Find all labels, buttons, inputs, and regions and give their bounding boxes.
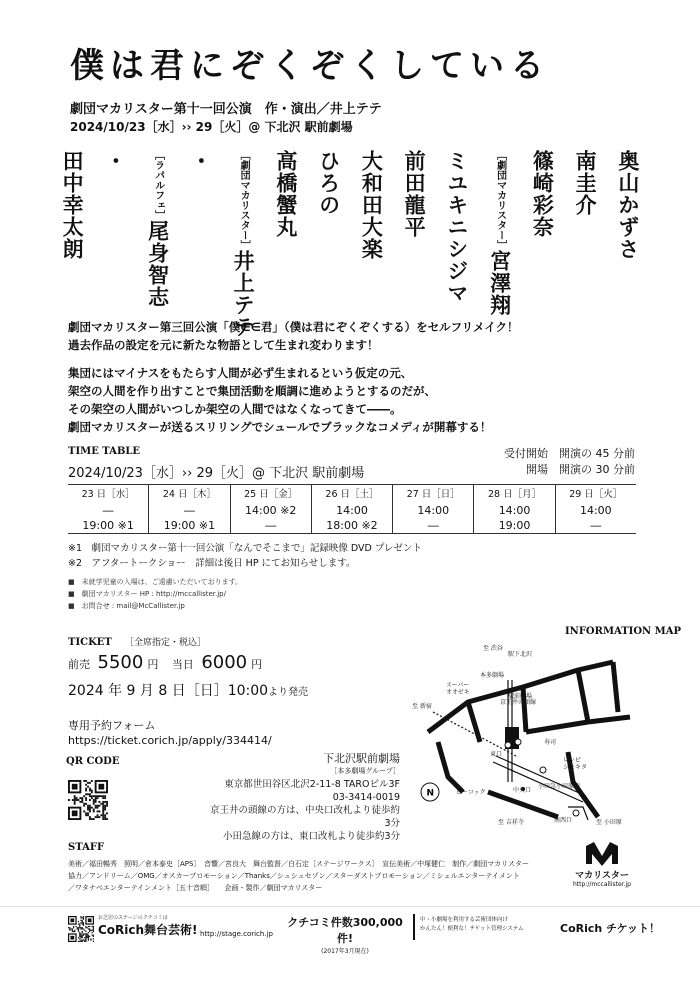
corich-banner[interactable] [98,914,206,938]
show-time: 19:00 [498,519,531,532]
day-label: 23 日［水］ [81,489,135,500]
schedule-table [68,484,636,534]
cast-member [231,150,256,338]
map-text: シモキタ [563,764,587,771]
logo-mark-icon [582,840,622,866]
cast-name: 尾身智志 [145,220,170,308]
ticket-label: TICKET [68,637,112,648]
show-time: 14:00 [579,504,612,517]
show-time: 19:00 ※1 [163,519,216,532]
map-text: オオゼキ [446,689,470,696]
corich-ticket-logo[interactable]: CoRich チケット！ [560,922,661,935]
cast-member [573,150,597,310]
sale-suffix: より発売 [268,687,309,698]
map-text: レシピ [563,757,581,764]
schedule-day [555,485,636,533]
cast-name: ミユキニシジマ [444,150,469,304]
advance-label: 前売 [68,658,90,671]
yen-label: 円 [147,658,159,671]
cast-name: ・ [102,150,127,172]
cast-name: 大和田大楽 [359,150,384,260]
advance-price: 5500 [97,652,144,673]
show-time: 14:00 [417,504,450,517]
north-label: N [426,788,435,799]
map-text: ピーコック [456,789,486,796]
note-2: ※2 アフタートークショー 詳細は後日 HP にてお知らせします。 [68,558,356,569]
cast-name: 奥山かずさ [615,150,640,260]
show-time: 14:00 ※2 [244,504,297,517]
compass-icon [421,783,439,801]
cast-member [616,150,640,310]
ticket-system-desc [420,916,523,934]
schedule-day [311,485,392,533]
cast-member [359,150,383,310]
cast-member [445,150,469,310]
cast-member [530,150,554,310]
note-item: ■ 未就学児童の入場は、ご遠慮いただいております。 [68,578,243,586]
reception-line: 受付開始 開演の 45 分前 [504,447,635,460]
access-map [408,642,638,828]
qr-code-icon[interactable] [68,780,108,820]
venue-tel: 03-3414-0019 [332,792,400,803]
sale-date-text: 2024 年 9 月 8 日［日］10:00 [68,683,269,699]
staff-line: ／ワタナベエンターテインメント［五十音順］ 企画・製作／劇団マカリスター [68,884,323,892]
day-label: 26 日［土］ [325,489,379,500]
day-label: 24 日［木］ [162,489,216,500]
show-time: ― [590,519,602,532]
map-text: 至 吉祥寺 [498,819,524,826]
day-label: 27 日［日］ [406,489,460,500]
map-text: 東口 [490,751,503,758]
schedule-day [68,485,148,533]
show-time: 14:00 [498,504,531,517]
cast-member [60,150,84,310]
day-label: 28 日［月］ [487,489,542,500]
cast-member [317,150,341,310]
count-note: (2017年3月現在) [321,948,369,955]
show-time: ― [427,519,439,532]
day-label: 29 日［火］ [569,489,623,500]
ticket-header [68,630,206,649]
cast-affiliation: ［ラパルフェ］ [152,150,164,220]
logo-url[interactable]: http://mccallister.jp [573,881,631,888]
map-text: 駅下北沢 [508,651,533,658]
schedule-day [148,485,229,533]
intro-line: その架空の人間がいつしか架空の人間ではなくなってきて――。 [68,402,402,416]
cast-member [188,150,212,310]
cast-member [274,150,298,310]
intro-line: 架空の人間を作り出すことで集団活動を順調に進めようとするのだが、 [68,384,436,398]
day-label: 25 日［金］ [244,489,298,500]
show-time: ― [102,504,114,517]
door-label: 当日 [171,658,194,671]
schedule-notes [68,541,422,571]
ticket-prices [68,652,262,673]
venue-access: 小田急線の方は、東口改札より徒歩約3分 [222,831,400,842]
note-1: ※1 劇団マカリスター第十一回公演「なんでそこまで」記録映像 DVD プレゼント [68,543,422,554]
staff-line: 美術／福田暢秀 照明／倉本泰史［APS］ 音響／宮良大 舞台監督／白石定［ステージワークス］ 宣伝美術／中塚健仁 制作／劇団マカリスター [68,860,529,868]
corich-tagline: お芝居のステージのクチコミは [98,915,168,921]
note-item: ■ 劇団マカリスター HP : http://mccallister.jp/ [68,590,226,598]
dates-line: 2024/10/23［水］›› 29［火］@ 下北沢 駅前劇場 [70,120,353,134]
map-text: 至 小田原 [596,819,622,826]
timetable-date-range: 2024/10/23［水］›› 29［火］@ 下北沢 駅前劇場 [68,466,365,481]
cast-name: 宮澤翔 [487,250,512,316]
timetable-label: TIME TABLE [68,446,141,457]
cast-name: 前田龍平 [402,150,427,238]
staff-credits [68,858,568,894]
cast-name: 井上テテ [231,250,256,338]
map-text: 本多劇場 [480,672,505,679]
logo-text: マカリスター [575,871,629,881]
page-title: 僕は君にぞくぞくしている [70,46,550,86]
review-count [285,914,405,955]
map-text: 寿司 [544,739,557,746]
venue-access: 京王井の頭線の方は、中央口改札より徒歩約3分 [210,805,401,829]
cast-name: ひろの [316,150,341,216]
map-label: INFORMATION MAP [565,626,682,637]
intro-line: 集団にはマイナスをもたらす人間が必ず生まれるという仮定の元、 [68,366,413,380]
cast-affiliation: ［劇団マカリスター］ [494,150,506,250]
map-text: 至 渋谷 [483,645,503,652]
sale-date [68,680,308,700]
footer-separator [413,914,415,940]
show-time: ― [265,519,277,532]
sys-line: 中・小劇場を利用する芸術団体向け [420,917,509,923]
cast-member [146,150,170,310]
show-time: 19:00 ※1 [82,519,134,532]
map-text: 南西口 [554,817,573,824]
form-url-link[interactable]: https://ticket.corich.jp/apply/334414/ [68,734,272,747]
venue-address: 東京都世田谷区北沢2-11-8 TAROビル3F [224,779,400,790]
cast-member [402,150,426,310]
schedule-day [473,485,554,533]
cast-name: 高橋蟹丸 [273,150,298,238]
intro-line: 劇団マカリスター第三回公演「僕∈∈君」（僕は君にぞくぞくする）をセルフリメイク！ [68,320,519,334]
map-text: 駅前劇場 [508,693,533,700]
yen-label: 円 [251,658,263,671]
map-text: 京王井の頭線 [500,699,537,706]
schedule-day [230,485,311,533]
map-text: 至 新宿 [412,703,432,710]
footer-divider [0,906,700,907]
cast-name: ・ [188,150,213,172]
venue-name: 下北沢駅前劇場 [323,752,400,765]
count-text: クチコミ件数300,000件! [287,916,403,945]
subtitle: 劇団マカリスター第十一回公演 作・演出／井上テテ [70,102,382,117]
intro-line: 過去作品の設定を元に新たな物語として生まれ変わります！ [68,338,379,352]
sys-line: かんたん！便利な！チケット管理システム [420,926,524,932]
schedule-day [392,485,473,533]
cast-member [103,150,127,310]
cast-name: 田中幸太朗 [60,150,85,260]
staff-line: 協力／アンドリーム／OMG／オスカープロモーション／Thanks／シュシュセゾン／スターダストプロモーション／ミシェルエンターテイメント [68,872,520,880]
reception-info [470,446,635,478]
staff-label: STAFF [68,842,105,853]
corich-url[interactable]: http://stage.corich.jp [200,930,273,938]
map-text: スーパー [446,682,470,689]
show-time: 14:00 [336,504,368,517]
mccallister-logo[interactable] [566,840,638,888]
cast-affiliation: ［劇団マカリスター］ [238,150,250,250]
qr-label: QR CODE [66,756,120,767]
door-price: 6000 [201,652,248,673]
map-text: 小田急小田原線 [538,783,581,790]
cast-name: 篠崎彩奈 [530,150,555,238]
venue-info [210,752,400,843]
seat-note: ［全席指定・税込］ [124,638,206,648]
intro-line: 劇団マカリスターが送るスリリングでシュールでブラックなコメディが開幕する！ [68,420,492,434]
note-item: ■ お問合せ : mail@McCallister.jp [68,602,185,610]
cast-name: 南圭介 [573,150,598,216]
form-label: 専用予約フォーム [68,719,156,732]
intro-text [68,318,658,436]
reception-line: 開場 開演の 30 分前 [526,463,635,476]
show-time: ― [183,504,195,517]
corich-name: CoRich舞台芸術! [98,923,198,937]
map-text: 中央口 [513,787,532,794]
show-time: 18:00 ※2 [326,519,378,532]
venue-group: ［本多劇場グループ］ [330,767,400,775]
small-notes [68,576,242,612]
cast-member [487,150,512,316]
footer-qr-code-icon[interactable] [68,916,94,942]
